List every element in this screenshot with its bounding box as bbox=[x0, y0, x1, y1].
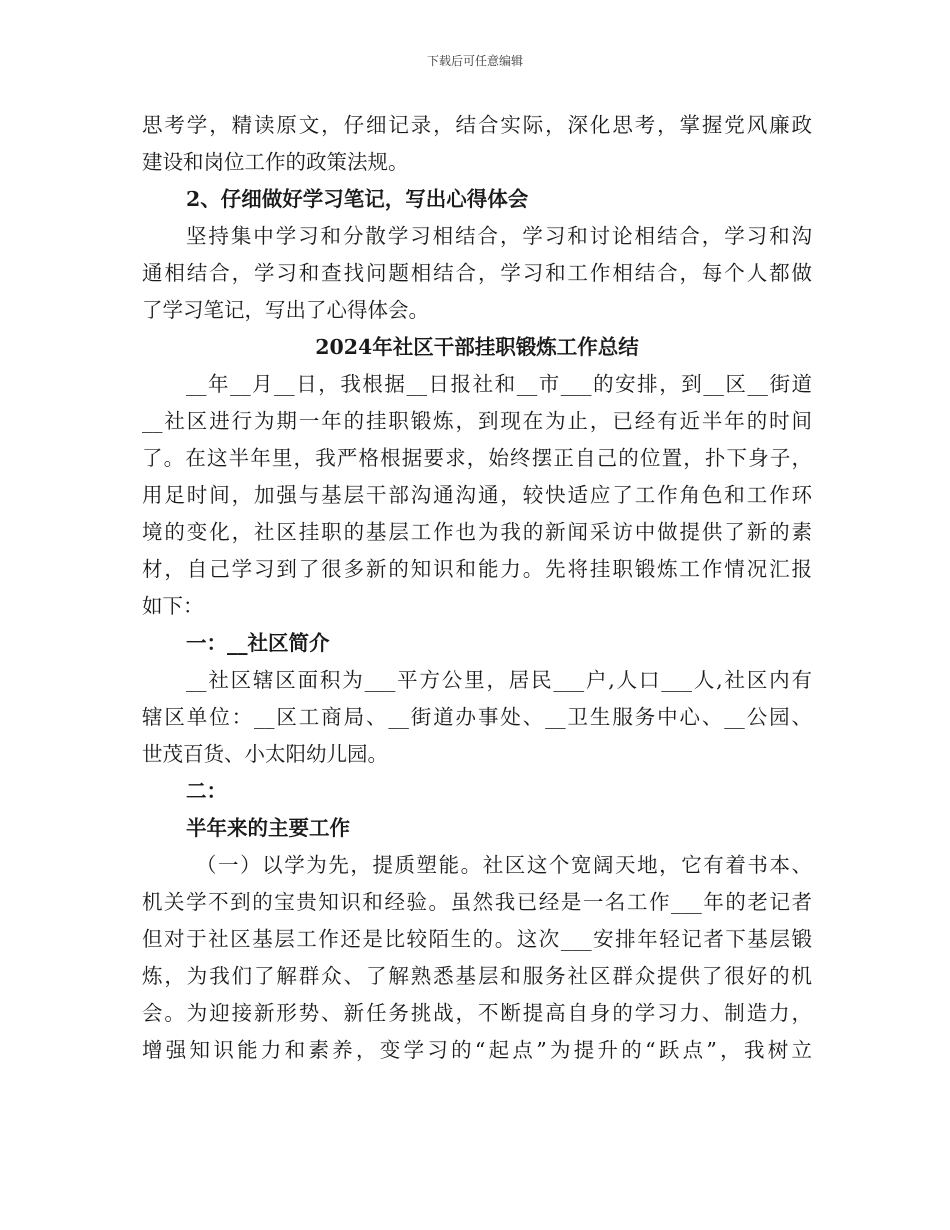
section-heading: 一：__社区简介 bbox=[186, 631, 330, 655]
paragraph-line: 用足时间，加强与基层干部沟通沟通，较快适应了工作角色和工作环 bbox=[142, 483, 812, 507]
paragraph-line: 坚持集中学习和分散学习相结合，学习和讨论相结合，学习和沟 bbox=[186, 224, 812, 248]
paragraph-line: 辖区单位：__区工商局、__街道办事处、__卫生服务中心、__公园、 bbox=[142, 705, 812, 729]
paragraph-line: 境的变化，社区挂职的基层工作也为我的新闻采访中做提供了新的素 bbox=[142, 520, 812, 544]
paragraph-line: 炼，为我们了解群众、了解熟悉基层和服务社区群众提供了很好的机 bbox=[142, 964, 812, 988]
paragraph-line: 世茂百货、小太阳幼儿园。 bbox=[142, 742, 388, 766]
paragraph-line: __社区辖区面积为___平方公里，居民___户,人口___人,社区内有 bbox=[186, 668, 812, 692]
paragraph-line: 如下： bbox=[142, 594, 204, 618]
paragraph-line: 建设和岗位工作的政策法规。 bbox=[142, 150, 409, 174]
document-title: 2024年社区干部挂职锻炼工作总结 bbox=[315, 335, 639, 359]
page-header-note: 下载后可任意编辑 bbox=[426, 54, 523, 68]
paragraph-line: 思考学，精读原文，仔细记录，结合实际，深化思考，掌握党风廉政 bbox=[142, 113, 812, 137]
paragraph-line: __年__月__日，我根据__日报社和__市___的安排，到__区__街道 bbox=[186, 372, 812, 396]
document-body bbox=[142, 107, 812, 1069]
paragraph-line: 会。为迎接新形势、新任务挑战，不断提高自身的学习力、制造力， bbox=[142, 1001, 812, 1025]
paragraph-line: 了。在这半年里，我严格根据要求，始终摆正自己的位置，扑下身子， bbox=[142, 446, 812, 470]
paragraph-line: （一）以学为先，提质塑能。社区这个宽阔天地，它有着书本、 bbox=[196, 853, 812, 877]
paragraph-line: __社区进行为期一年的挂职锻炼，到现在为止，已经有近半年的时间 bbox=[142, 409, 812, 433]
section-heading: 半年来的主要工作 bbox=[186, 816, 350, 840]
section-heading: 2、仔细做好学习笔记，写出心得体会 bbox=[186, 187, 529, 211]
paragraph-line: 但对于社区基层工作还是比较陌生的。这次___安排年轻记者下基层锻 bbox=[142, 927, 812, 951]
paragraph-line: 机关学不到的宝贵知识和经验。虽然我已经是一名工作___年的老记者 bbox=[142, 890, 812, 914]
paragraph-line: 材，自己学习到了很多新的知识和能力。先将挂职锻炼工作情况汇报 bbox=[142, 557, 812, 581]
paragraph-line: 增强知识能力和素养，变学习的“起点”为提升的“跃点”，我树立 bbox=[142, 1038, 812, 1062]
paragraph-line: 了学习笔记，写出了心得体会。 bbox=[142, 298, 429, 322]
paragraph-line: 通相结合，学习和查找问题相结合，学习和工作相结合，每个人都做 bbox=[142, 261, 812, 285]
section-heading: 二： bbox=[186, 779, 227, 803]
